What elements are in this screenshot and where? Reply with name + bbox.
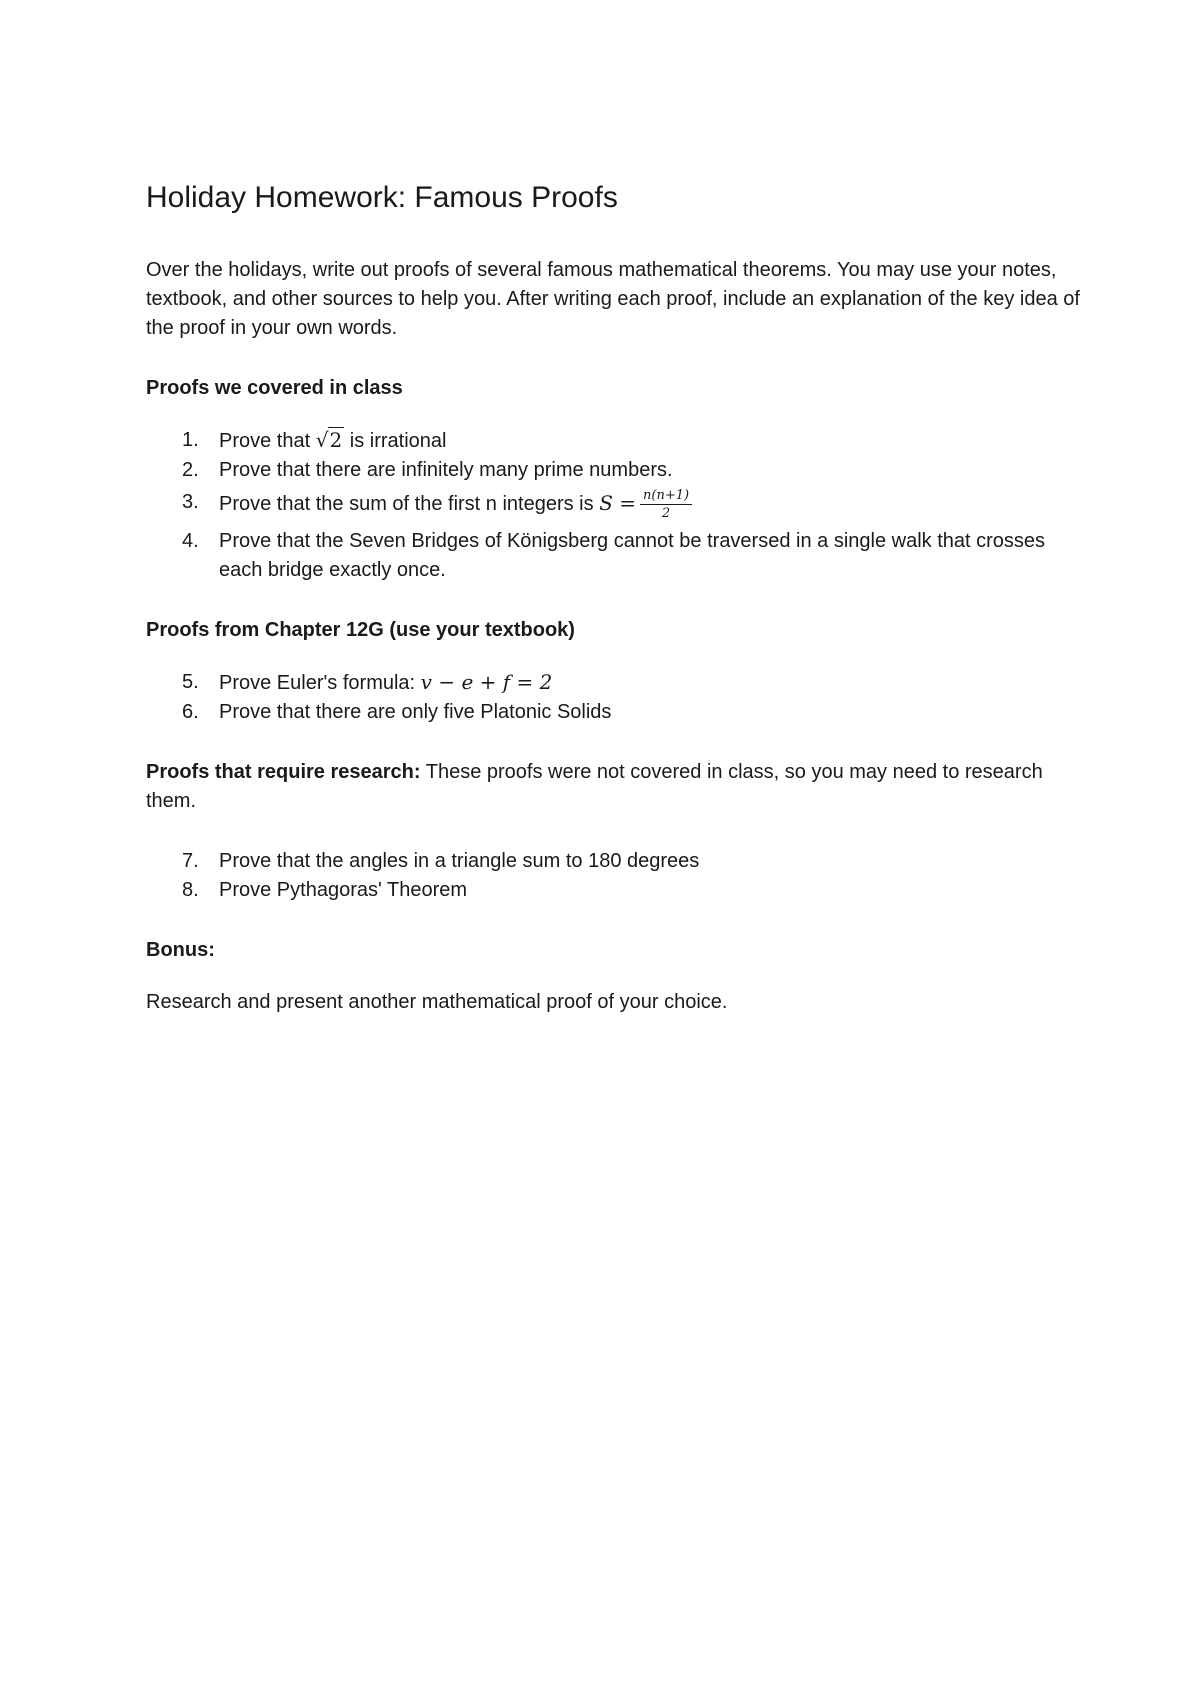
list-item-text: Prove that there are only five Platonic Solids xyxy=(219,701,612,723)
research-paragraph xyxy=(146,758,1086,816)
list-item-text: Prove that the Seven Bridges of Königsberg cannot be traversed in a single walk that crosses each bridge exactly once. xyxy=(219,530,1046,581)
list-number: 5. xyxy=(182,671,199,693)
list-item-text: Prove that xyxy=(219,430,316,452)
list-number: 6. xyxy=(182,701,199,723)
bonus-text: Research and present another mathematical proof of your choice. xyxy=(146,991,728,1013)
section-heading-chapter-12g: Proofs from Chapter 12G (use your textbook) xyxy=(146,619,575,641)
fraction-numerator: n(n+1) xyxy=(640,488,692,505)
radicand: 2 xyxy=(329,428,343,452)
research-proofs-list xyxy=(146,847,1086,905)
section-heading-research: Proofs that require research: xyxy=(146,761,421,783)
list-number: 1. xyxy=(182,429,199,451)
chapter-proofs-list xyxy=(146,668,1086,727)
list-item xyxy=(146,488,1086,521)
radical-symbol: √ xyxy=(315,428,329,452)
list-number: 2. xyxy=(182,459,199,481)
formula-lhs: S = xyxy=(599,490,637,515)
list-number: 4. xyxy=(182,530,199,552)
document-title: Holiday Homework: Famous Proofs xyxy=(146,181,618,214)
list-item xyxy=(146,876,1086,905)
euler-formula: v − e + f = 2 xyxy=(420,670,553,694)
list-item-text: Prove that the sum of the first n integers is xyxy=(219,492,600,515)
list-item xyxy=(146,698,1086,727)
list-number: 8. xyxy=(182,879,199,901)
list-number: 7. xyxy=(182,850,199,872)
fraction xyxy=(640,488,692,521)
list-item xyxy=(146,456,1086,485)
document-page xyxy=(146,178,1086,1048)
fraction-denominator: 2 xyxy=(661,506,671,521)
intro-paragraph: Over the holidays, write out proofs of several famous mathematical theorems. You may use your notes, textbook, and other sources to help you. After writing each proof, include an explanation of the key idea of the proof in your own words. xyxy=(146,259,1080,339)
list-item xyxy=(146,847,1086,876)
list-item-text-after: is irrational xyxy=(344,430,447,452)
list-item-text: Prove Euler's formula: xyxy=(219,672,421,694)
sqrt-expression xyxy=(316,426,344,455)
list-item-text: Prove Pythagoras' Theorem xyxy=(219,879,468,901)
list-item xyxy=(146,426,1086,456)
list-item-text: Prove that there are infinitely many prime numbers. xyxy=(219,459,673,481)
list-item-text: Prove that the angles in a triangle sum to 180 degrees xyxy=(219,850,700,872)
section-heading-bonus: Bonus: xyxy=(146,939,215,961)
list-item xyxy=(146,527,1086,585)
list-number: 3. xyxy=(182,491,199,513)
section-heading-covered-in-class: Proofs we covered in class xyxy=(146,377,403,399)
list-item xyxy=(146,668,1086,698)
covered-proofs-list xyxy=(146,426,1086,585)
research-description: These proofs were not covered in class, so you may need to research them. xyxy=(146,761,1043,812)
